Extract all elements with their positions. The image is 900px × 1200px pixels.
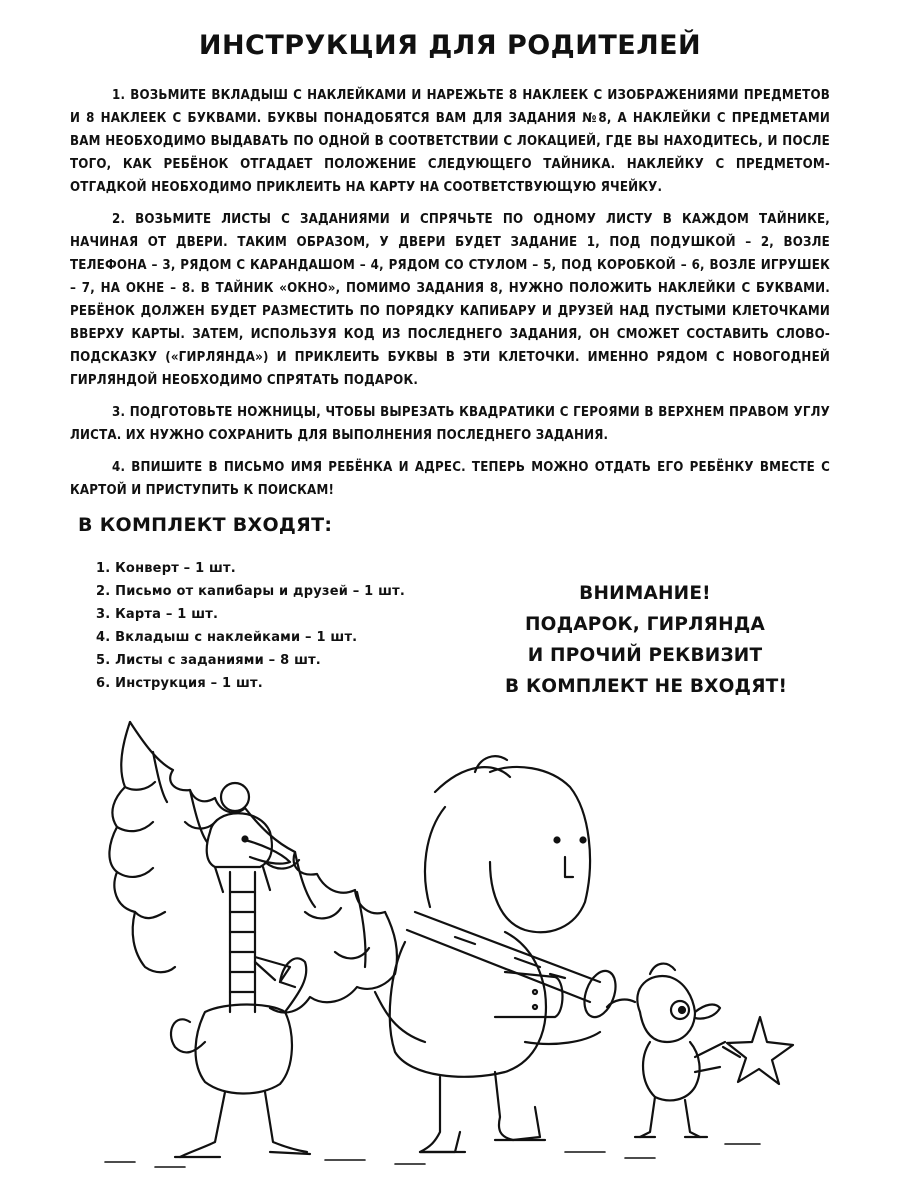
kit-list-item: 1. Конверт – 1 шт. <box>96 561 236 576</box>
instruction-paragraph-2: 2. ВОЗЬМИТЕ ЛИСТЫ С ЗАДАНИЯМИ И СПРЯЧЬТЕ ПО ОДНОМУ ЛИСТУ В КАЖДОМ ТАЙНИКЕ, НАЧИНАЯ ОТ ДВЕРИ. ТАКИМ ОБРАЗОМ, У ДВЕРИ БУДЕТ ЗАДАНИЕ 1, ПОД ПОДУШКОЙ – 2, ВОЗЛЕ ТЕЛЕФОНА – 3, РЯДОМ С КАРАНДАШОМ – 4, РЯДОМ СО СТУЛОМ – 5, ПОД КОРОБКОЙ – 6, ВОЗЛЕ ИГРУШЕК – 7, НА ОКНЕ – 8. В ТАЙНИК «ОКНО», ПОМИМО ЗАДАНИЯ 8, НУЖНО ПОЛОЖИТЬ НАКЛЕЙКИ С БУКВАМИ. РЕБЁНОК ДОЛЖЕН БУДЕТ РАЗМЕСТИТЬ ПО ПОРЯДКУ КАПИБАРУ И ДРУЗЕЙ НАД ПУСТЫМИ КЛЕТОЧКАМИ ВВЕРХУ КАРТЫ. ЗАТЕМ, ИСПОЛЬЗУЯ КОД ИЗ ПОСЛЕДНЕГО ЗАДАНИЯ, ОН СМОЖЕТ СОСТАВИТЬ СЛОВО-ПОДСКАЗКУ («ГИРЛЯНДА») И ПРИКЛЕИТЬ БУКВЫ В ЭТИ КЛЕТОЧКИ. ИМЕННО РЯДОМ С НОВОГОДНЕЙ ГИРЛЯНДОЙ НЕОБХОДИМО СПРЯТАТЬ ПОДАРОК. <box>70 212 830 388</box>
capybara-character-icon <box>375 756 600 1152</box>
kit-heading: В КОМПЛЕКТ ВХОДЯТ: <box>78 514 333 536</box>
instruction-paragraph-1: 1. ВОЗЬМИТЕ ВКЛАДЫШ С НАКЛЕЙКАМИ И НАРЕЖЬТЕ 8 НАКЛЕЕК С ИЗОБРАЖЕНИЯМИ ПРЕДМЕТОВ И 8 НАКЛЕЕК С БУКВАМИ. БУКВЫ ПОНАДОБЯТСЯ ВАМ ДЛЯ ЗАДАНИЯ №8, А НАКЛЕЙКИ С ПРЕДМЕТАМИ ВАМ НЕОБХОДИМО ВЫДАВАТЬ ПО ОДНОЙ В СООТВЕТСТВИИ С ЛОКАЦИЕЙ, ГДЕ ВЫ НАХОДИТЕСЬ, И ПОСЛЕ ТОГО, КАК РЕБЁНОК ОТГАДАЕТ ПОЛОЖЕНИЕ СЛЕДУЮЩЕГО ТАЙНИКА. НАКЛЕЙКУ С ПРЕДМЕТОМ-ОТГАДКОЙ НЕОБХОДИМО ПРИКЛЕИТЬ НА КАРТУ НА СООТВЕТСТВУЮЩУЮ ЯЧЕЙКУ. <box>70 88 830 195</box>
wooden-log-icon <box>407 912 621 1021</box>
fox-character-icon <box>607 964 725 1137</box>
warning-line: В КОМПЛЕКТ НЕ ВХОДЯТ! <box>505 676 788 697</box>
instructions-block <box>70 84 830 511</box>
warning-notice <box>505 578 788 702</box>
kit-list-item: 5. Листы с заданиями – 8 шт. <box>96 653 321 668</box>
kit-list <box>96 557 405 695</box>
warning-line: ПОДАРОК, ГИРЛЯНДА <box>525 614 765 635</box>
ostrich-character-icon <box>171 783 310 1157</box>
kit-list-item: 2. Письмо от капибары и друзей – 1 шт. <box>96 584 406 599</box>
star-icon <box>723 1017 793 1084</box>
page-title: ИНСТРУКЦИЯ ДЛЯ РОДИТЕЛЕЙ <box>198 30 702 61</box>
kit-list-item: 3. Карта – 1 шт. <box>96 607 219 622</box>
instruction-paragraph-3: 3. ПОДГОТОВЬТЕ НОЖНИЦЫ, ЧТОБЫ ВЫРЕЗАТЬ КВАДРАТИКИ С ГЕРОЯМИ В ВЕРХНЕМ ПРАВОМ УГЛУ ЛИСТА. ИХ НУЖНО СОХРАНИТЬ ДЛЯ ВЫПОЛНЕНИЯ ПОСЛЕДНЕГО ЗАДАНИЯ. <box>70 405 830 443</box>
capybara-friends-illustration-icon <box>95 712 800 1182</box>
warning-line: ВНИМАНИЕ! <box>579 583 711 604</box>
warning-line: И ПРОЧИЙ РЕКВИЗИТ <box>527 645 763 666</box>
kit-list-item: 6. Инструкция – 1 шт. <box>96 676 263 691</box>
kit-list-item: 4. Вкладыш с наклейками – 1 шт. <box>96 630 358 645</box>
instruction-paragraph-4: 4. ВПИШИТЕ В ПИСЬМО ИМЯ РЕБЁНКА И АДРЕС. ТЕПЕРЬ МОЖНО ОТДАТЬ ЕГО РЕБЁНКУ ВМЕСТЕ С КАРТОЙ И ПРИСТУПИТЬ К ПОИСКАМ! <box>70 460 830 498</box>
